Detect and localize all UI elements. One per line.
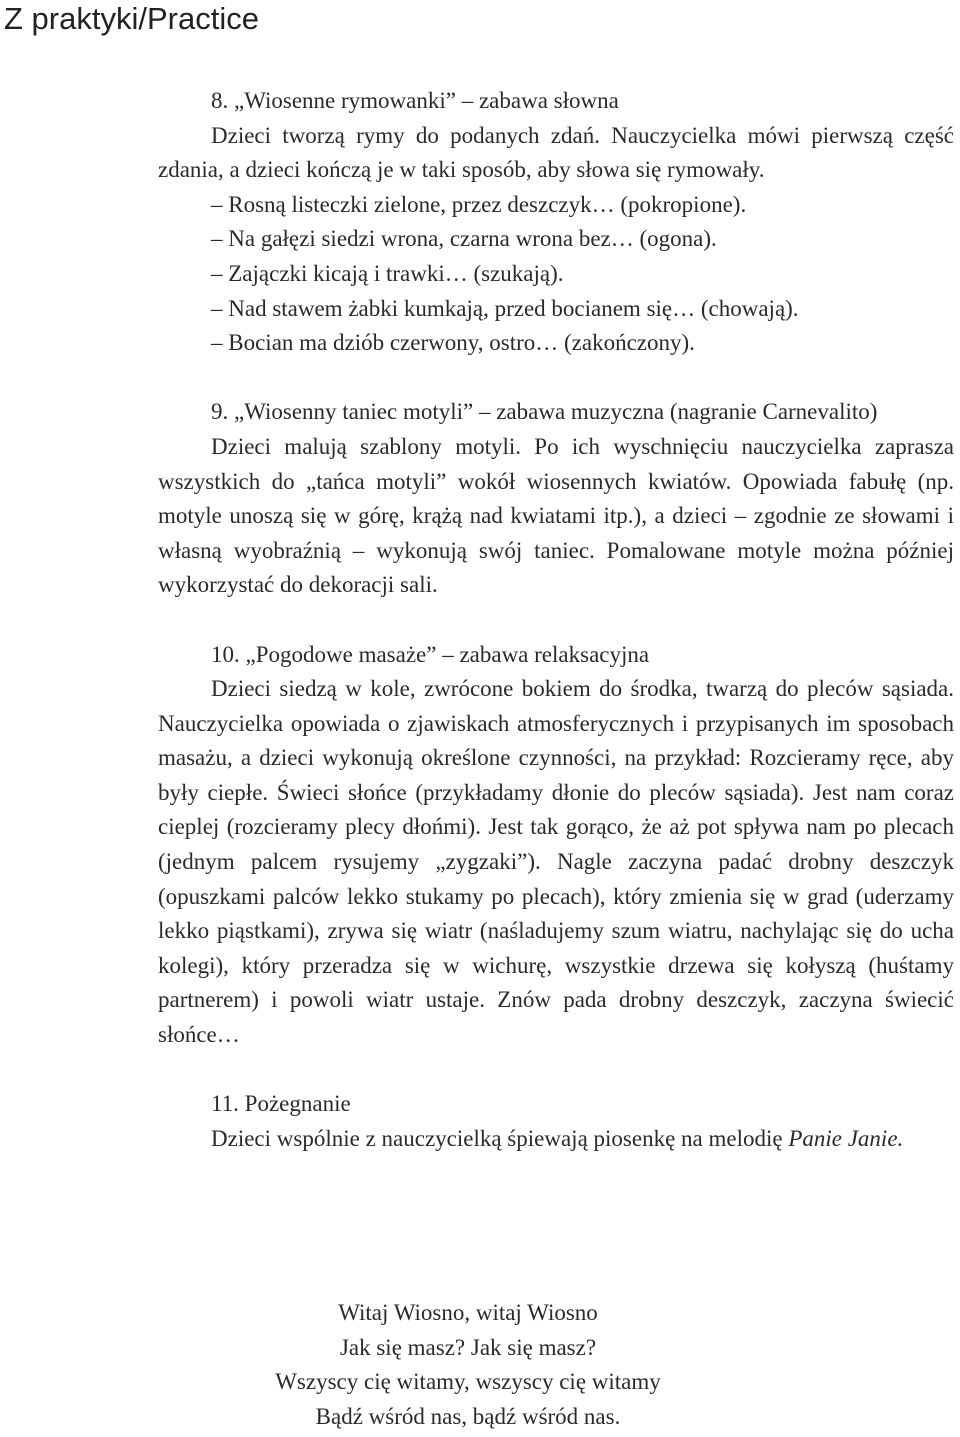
section-heading: 10. „Pogodowe masaże” – zabawa relaksacyjna: [211, 641, 650, 667]
rhyme-item: – Bocian ma dziób czerwony, ostro… (zakończony).: [211, 330, 695, 356]
section-paragraph: Dzieci tworzą rymy do podanych zdań. Nauczycielka mówi pierwszą część zdania, a dzieci kończą je w taki sposób, aby słowa się rymowały.: [158, 122, 954, 183]
song-title: Panie Janie.: [788, 1125, 904, 1151]
section-gap: [158, 603, 954, 638]
page-header: Z praktyki/Practice: [4, 1, 259, 36]
section-paragraph: Dzieci siedzą w kole, zwrócone bokiem do środka, twarzą do pleców sąsiada. Nauczycielka opowiada o zjawiskach atmosferycznych i przypisanych im sposobach masażu, a dzieci wykonują określone czynności, na przykład: Rozcieramy ręce, aby były ciepłe. Świeci słońce (przykładamy dłonie do pleców sąsiada). Jest nam coraz cieplej (rozcieramy plecy dłońmi). Jest tak gorąco, że aż pot spływa nam po plecach (jednym palcem rysujemy „zygzaki”). Nagle zaczyna padać drobny deszczyk (opuszkami palców lekko stukamy po plecach), który zmienia się w grad (uderzamy lekko piąstkami), zrywa się wiatr (naśladujemy szum wiatru, nachylając się do ucha kolegi), który przeradza się w wichurę, wszystkie drzewa się kołyszą (huśtamy partnerem) i powoli wiatr ustaje. Znów pada drobny deszczyk, zaczyna świecić słońce…: [158, 676, 954, 1048]
section-paragraph: Dzieci malują szablony motyli. Po ich wyschnięciu nauczycielka zaprasza wszystkich do „tańca motyli” wokół wiosennych kwiatów. Opowiada fabułę (np. motyle unoszą się w górę, krążą nad kwiatami itp.), a dzieci – zgodnie ze słowami i własną wyobraźnią – wykonują swój taniec. Pomalowane motyle można później wykorzystać do dekoracji sali.: [158, 433, 954, 598]
rhyme-item: – Zajączki kicają i trawki… (szukają).: [211, 260, 564, 286]
lyric-line: Witaj Wiosno, witaj Wiosno: [338, 1300, 598, 1325]
paragraph-text: Dzieci wspólnie z nauczycielką śpiewają piosenkę na melodię: [211, 1125, 783, 1151]
section-gap: [158, 361, 954, 396]
rhyme-item: – Na gałęzi siedzi wrona, czarna wrona bez… (ogona).: [211, 226, 717, 252]
section-heading: 11. Pożegnanie: [211, 1091, 351, 1117]
section-11: [158, 1087, 954, 1156]
rhyme-item: – Nad stawem żabki kumkają, przed bocianem się… (chowają).: [211, 295, 799, 321]
rhyme-item: – Rosną listeczki zielone, przez deszczyk… (pokropione).: [211, 191, 747, 217]
section-9: [158, 395, 954, 603]
section-paragraph: [158, 1122, 954, 1157]
section-gap: [158, 1053, 954, 1088]
lyric-line: Jak się masz? Jak się masz?: [339, 1334, 597, 1360]
section-heading: 8. „Wiosenne rymowanki” – zabawa słowna: [211, 88, 619, 113]
lyric-line: Wszyscy cię witamy, wszyscy cię witamy: [275, 1369, 661, 1395]
section-8: [158, 84, 954, 361]
lyric-line: Bądź wśród nas, bądź wśród nas.: [315, 1403, 621, 1429]
song-lyrics: [158, 1296, 954, 1434]
section-10: [158, 638, 954, 1053]
section-heading: 9. „Wiosenny taniec motyli” – zabawa muzyczna (nagranie Carnevalito): [211, 399, 878, 425]
article-body: [158, 84, 954, 1156]
